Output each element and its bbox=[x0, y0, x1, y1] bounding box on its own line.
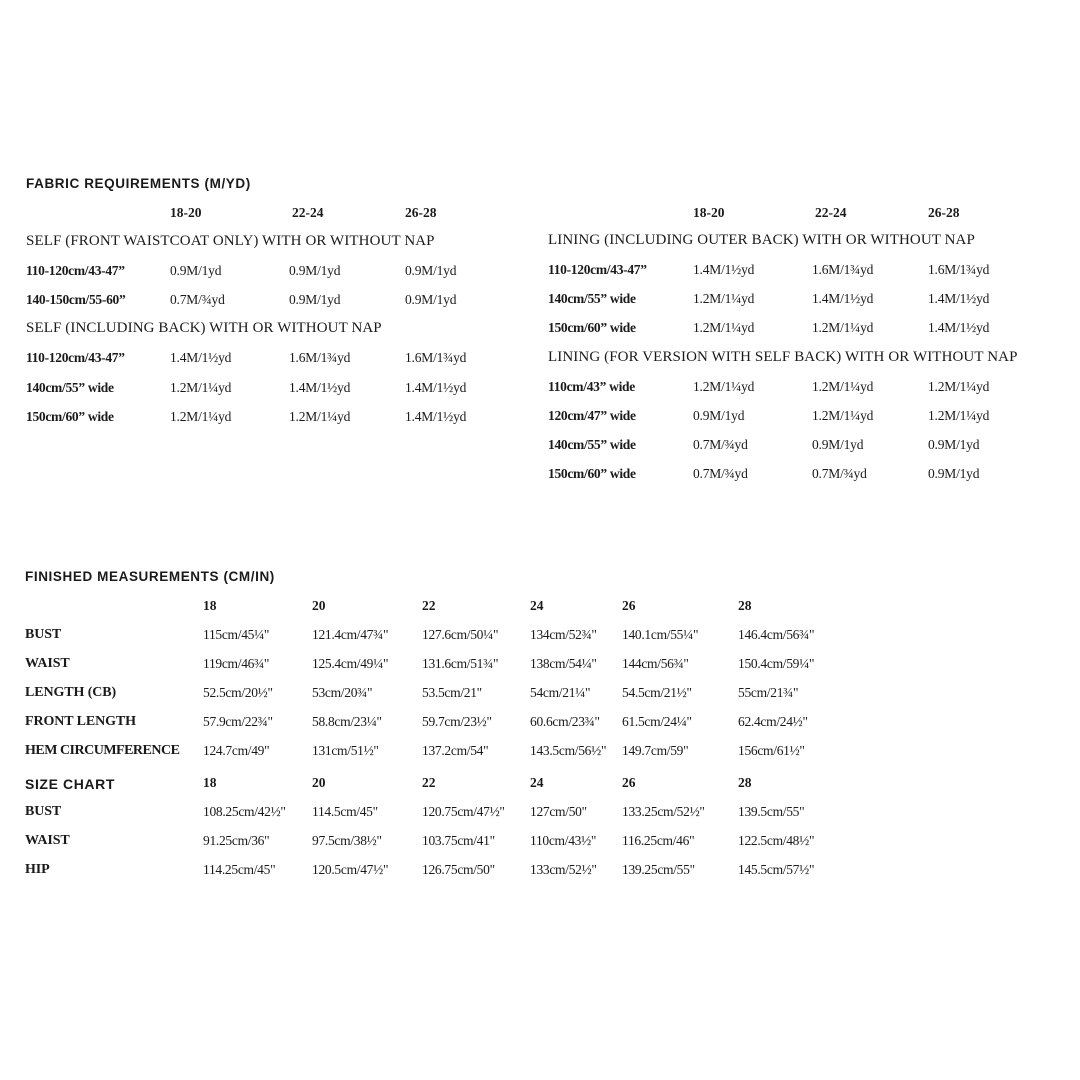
table-cell: 108.25cm/42½" bbox=[203, 804, 286, 819]
size-header: 28 bbox=[738, 598, 752, 613]
table-cell: 120.75cm/47½" bbox=[422, 804, 505, 819]
row-label: 120cm/47” wide bbox=[548, 408, 636, 423]
table-cell: 1.2M/1¼yd bbox=[170, 380, 232, 395]
table-cell: 0.7M/¾yd bbox=[693, 466, 748, 481]
table-cell: 59.7cm/23½" bbox=[422, 714, 492, 729]
table-cell: 149.7cm/59" bbox=[622, 743, 689, 758]
table-cell: 60.6cm/23¾" bbox=[530, 714, 600, 729]
row-label: WAIST bbox=[25, 656, 70, 671]
size-header: 26 bbox=[622, 598, 636, 613]
table-cell: 1.4M/1½yd bbox=[693, 262, 755, 277]
table-cell: 144cm/56¾" bbox=[622, 656, 689, 671]
row-label: LENGTH (CB) bbox=[25, 685, 117, 700]
table-cell: 140.1cm/55¼" bbox=[622, 627, 699, 642]
table-cell: 114.5cm/45" bbox=[312, 804, 378, 819]
table-cell: 0.9M/1yd bbox=[405, 263, 457, 278]
row-label: 110-120cm/43-47” bbox=[26, 263, 125, 278]
table-cell: 114.25cm/45" bbox=[203, 862, 276, 877]
table-cell: 97.5cm/38½" bbox=[312, 833, 382, 848]
table-cell: 131.6cm/51¾" bbox=[422, 656, 499, 671]
table-cell: 52.5cm/20½" bbox=[203, 685, 273, 700]
table-cell: 1.2M/1¼yd bbox=[812, 379, 874, 394]
row-label: BUST bbox=[25, 804, 62, 819]
fabric-requirements-heading: FABRIC REQUIREMENTS (M/YD) bbox=[26, 176, 251, 191]
table-cell: 0.9M/1yd bbox=[405, 292, 457, 307]
table-cell: 125.4cm/49¼" bbox=[312, 656, 389, 671]
table-cell: 115cm/45¼" bbox=[203, 627, 270, 642]
size-header: 24 bbox=[530, 598, 544, 613]
table-cell: 1.2M/1¼yd bbox=[812, 408, 874, 423]
row-label: 140-150cm/55-60” bbox=[26, 292, 126, 307]
table-cell: 1.4M/1½yd bbox=[928, 291, 990, 306]
table-cell: 55cm/21¾" bbox=[738, 685, 799, 700]
table-cell: 1.4M/1½yd bbox=[405, 380, 467, 395]
size-header: 28 bbox=[738, 775, 752, 790]
table-cell: 127cm/50" bbox=[530, 804, 587, 819]
table-cell: 1.2M/1¼yd bbox=[928, 379, 990, 394]
column-header: 26-28 bbox=[405, 205, 437, 220]
table-cell: 145.5cm/57½" bbox=[738, 862, 815, 877]
table-cell: 1.6M/1¾yd bbox=[405, 350, 467, 365]
size-chart-heading: SIZE CHART bbox=[25, 776, 115, 792]
table-cell: 62.4cm/24½" bbox=[738, 714, 808, 729]
table-cell: 139.5cm/55" bbox=[738, 804, 805, 819]
table-cell: 121.4cm/47¾" bbox=[312, 627, 389, 642]
column-header: 22-24 bbox=[292, 205, 324, 220]
table-cell: 103.75cm/41" bbox=[422, 833, 495, 848]
row-label: FRONT LENGTH bbox=[25, 714, 136, 729]
table-cell: 1.2M/1¼yd bbox=[693, 320, 755, 335]
table-cell: 139.25cm/55" bbox=[622, 862, 695, 877]
column-header: 26-28 bbox=[928, 205, 960, 220]
table-cell: 122.5cm/48½" bbox=[738, 833, 815, 848]
table-cell: 143.5cm/56½" bbox=[530, 743, 607, 758]
table-cell: 1.2M/1¼yd bbox=[928, 408, 990, 423]
row-label: HIP bbox=[25, 862, 50, 877]
size-header: 26 bbox=[622, 775, 636, 790]
table-cell: 1.6M/1¾yd bbox=[812, 262, 874, 277]
table-cell: 1.2M/1¼yd bbox=[170, 409, 232, 424]
table-cell: 1.6M/1¾yd bbox=[928, 262, 990, 277]
table-cell: 54cm/21¼" bbox=[530, 685, 591, 700]
table-cell: 1.4M/1½yd bbox=[928, 320, 990, 335]
table-cell: 0.7M/¾yd bbox=[693, 437, 748, 452]
table-cell: 0.7M/¾yd bbox=[812, 466, 867, 481]
table-cell: 53cm/20¾" bbox=[312, 685, 373, 700]
row-label: 150cm/60” wide bbox=[26, 409, 114, 424]
table-cell: 58.8cm/23¼" bbox=[312, 714, 382, 729]
table-cell: 0.9M/1yd bbox=[928, 437, 980, 452]
section-title: SELF (FRONT WAISTCOAT ONLY) WITH OR WITHOUT NAP bbox=[26, 233, 435, 249]
table-cell: 1.2M/1¼yd bbox=[289, 409, 351, 424]
size-header: 24 bbox=[530, 775, 544, 790]
table-cell: 138cm/54¼" bbox=[530, 656, 597, 671]
table-cell: 137.2cm/54" bbox=[422, 743, 489, 758]
finished-measurements-heading: FINISHED MEASUREMENTS (CM/IN) bbox=[25, 569, 275, 584]
table-cell: 54.5cm/21½" bbox=[622, 685, 692, 700]
table-cell: 1.4M/1½yd bbox=[170, 350, 232, 365]
table-cell: 0.9M/1yd bbox=[289, 263, 341, 278]
row-label: 110cm/43” wide bbox=[548, 379, 635, 394]
table-cell: 1.6M/1¾yd bbox=[289, 350, 351, 365]
row-label: 140cm/55” wide bbox=[548, 437, 636, 452]
row-label: 110-120cm/43-47” bbox=[26, 350, 125, 365]
size-header: 20 bbox=[312, 598, 326, 613]
table-cell: 124.7cm/49" bbox=[203, 743, 270, 758]
table-cell: 134cm/52¾" bbox=[530, 627, 597, 642]
table-cell: 0.9M/1yd bbox=[693, 408, 745, 423]
size-header: 20 bbox=[312, 775, 326, 790]
table-cell: 133cm/52½" bbox=[530, 862, 597, 877]
table-cell: 0.9M/1yd bbox=[928, 466, 980, 481]
column-header: 18-20 bbox=[170, 205, 202, 220]
section-title: LINING (FOR VERSION WITH SELF BACK) WITH OR WITHOUT NAP bbox=[548, 349, 1018, 365]
table-cell: 1.4M/1½yd bbox=[405, 409, 467, 424]
size-header: 22 bbox=[422, 598, 436, 613]
size-header: 18 bbox=[203, 775, 217, 790]
table-cell: 1.2M/1¼yd bbox=[812, 320, 874, 335]
size-header: 18 bbox=[203, 598, 217, 613]
row-label: WAIST bbox=[25, 833, 70, 848]
row-label: 110-120cm/43-47” bbox=[548, 262, 647, 277]
table-cell: 126.75cm/50" bbox=[422, 862, 495, 877]
table-cell: 120.5cm/47½" bbox=[312, 862, 389, 877]
row-label: HEM CIRCUMFERENCE bbox=[25, 743, 180, 758]
section-title: LINING (INCLUDING OUTER BACK) WITH OR WITHOUT NAP bbox=[548, 232, 975, 248]
table-cell: 150.4cm/59¼" bbox=[738, 656, 815, 671]
table-cell: 131cm/51½" bbox=[312, 743, 379, 758]
row-label: 140cm/55” wide bbox=[548, 291, 636, 306]
table-cell: 127.6cm/50¼" bbox=[422, 627, 499, 642]
table-cell: 57.9cm/22¾" bbox=[203, 714, 273, 729]
table-cell: 0.9M/1yd bbox=[289, 292, 341, 307]
table-cell: 61.5cm/24¼" bbox=[622, 714, 692, 729]
table-cell: 0.9M/1yd bbox=[812, 437, 864, 452]
table-cell: 1.4M/1½yd bbox=[289, 380, 351, 395]
section-title: SELF (INCLUDING BACK) WITH OR WITHOUT NAP bbox=[26, 320, 382, 336]
row-label: 150cm/60” wide bbox=[548, 320, 636, 335]
column-header: 18-20 bbox=[693, 205, 725, 220]
column-header: 22-24 bbox=[815, 205, 847, 220]
row-label: 150cm/60” wide bbox=[548, 466, 636, 481]
table-cell: 91.25cm/36" bbox=[203, 833, 270, 848]
table-cell: 53.5cm/21" bbox=[422, 685, 482, 700]
table-cell: 1.2M/1¼yd bbox=[693, 379, 755, 394]
table-cell: 0.7M/¾yd bbox=[170, 292, 225, 307]
row-label: 140cm/55” wide bbox=[26, 380, 114, 395]
table-cell: 146.4cm/56¾" bbox=[738, 627, 815, 642]
table-cell: 119cm/46¾" bbox=[203, 656, 270, 671]
table-cell: 133.25cm/52½" bbox=[622, 804, 705, 819]
table-cell: 0.9M/1yd bbox=[170, 263, 222, 278]
size-header: 22 bbox=[422, 775, 436, 790]
row-label: BUST bbox=[25, 627, 62, 642]
table-cell: 1.4M/1½yd bbox=[812, 291, 874, 306]
table-cell: 116.25cm/46" bbox=[622, 833, 695, 848]
table-cell: 156cm/61½" bbox=[738, 743, 805, 758]
table-cell: 110cm/43½" bbox=[530, 833, 597, 848]
table-cell: 1.2M/1¼yd bbox=[693, 291, 755, 306]
